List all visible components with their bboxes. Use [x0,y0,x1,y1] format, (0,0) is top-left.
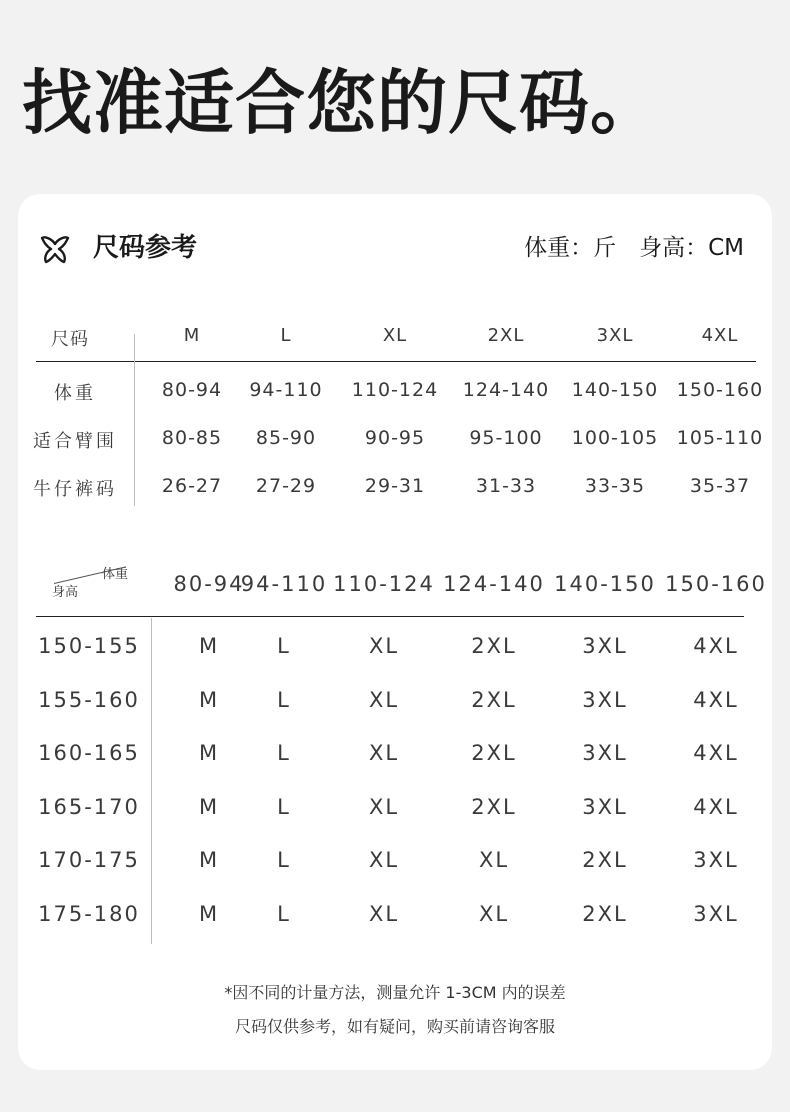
measure-value-cell: 150-160 [676,379,764,401]
measure-value-cell: 95-100 [469,427,543,449]
size-result-cell: 3XL [693,902,739,926]
size-result-cell: M [198,795,220,819]
size-result-cell: M [198,688,220,712]
size-result-cell: L [277,741,291,765]
corner-weight-label: 体重 [101,567,128,582]
size-result-cell: 3XL [582,795,628,819]
size-result-cell: 4XL [693,688,739,712]
size-result-cell: 2XL [471,634,517,658]
size-result-cell: 3XL [582,688,628,712]
height-row-label: 165-170 [38,795,140,819]
height-row-label: 175-180 [38,902,140,926]
table2-header-divider [36,616,744,617]
size-corner-label: 尺码 [51,329,89,350]
measure-value-cell: 33-35 [584,475,646,497]
measure-value-cell: 31-33 [475,475,537,497]
weight-header-cell: 150-160 [665,572,767,596]
size-result-cell: XL [368,741,400,765]
table1-header-divider [36,361,756,362]
size-result-cell: 2XL [582,902,628,926]
size-result-cell: 4XL [693,741,739,765]
height-weight-corner-header [52,568,128,600]
size-result-cell: M [198,634,220,658]
size-header-cell: 4XL [701,325,739,346]
height-row-label: 150-155 [38,634,140,658]
corner-height-label: 身高 [52,585,79,600]
table2-label-divider [151,618,152,944]
measure-value-cell: 85-90 [255,427,317,449]
size-result-cell: XL [368,795,400,819]
size-result-cell: 3XL [693,848,739,872]
measure-value-cell: 80-85 [161,427,223,449]
measure-value-cell: 35-37 [689,475,751,497]
measure-value-cell: 26-27 [161,475,223,497]
size-result-cell: L [277,848,291,872]
weight-header-cell: 94-110 [240,572,328,596]
size-result-cell: XL [478,902,510,926]
size-result-cell: M [198,902,220,926]
size-result-cell: L [277,902,291,926]
size-result-cell: M [198,848,220,872]
size-chart-card [18,194,772,1070]
measure-row-label: 体重 [54,383,96,404]
footnote-measurement-error: *因不同的计量方法，测量允许 1-3CM 内的误差 [224,983,566,1002]
weight-header-cell: 140-150 [554,572,656,596]
measure-value-cell: 80-94 [161,379,223,401]
size-result-cell: 3XL [582,741,628,765]
size-result-cell: XL [368,902,400,926]
size-result-cell: 4XL [693,795,739,819]
size-header-cell: 3XL [596,325,634,346]
measure-value-cell: 27-29 [255,475,317,497]
size-result-cell: XL [478,848,510,872]
size-result-cell: XL [368,848,400,872]
size-result-cell: 3XL [582,634,628,658]
unit-note: 体重：斤 身高：CM [524,235,744,261]
measure-value-cell: 110-124 [351,379,439,401]
measure-value-cell: 124-140 [462,379,550,401]
size-result-cell: 2XL [471,688,517,712]
measure-value-cell: 105-110 [676,427,764,449]
size-result-cell: 2XL [471,795,517,819]
size-result-cell: L [277,795,291,819]
size-result-cell: L [277,634,291,658]
measure-row-label: 适合臂围 [33,431,117,452]
measure-row-label: 牛仔裤码 [33,479,117,500]
table1-label-divider [134,334,135,506]
size-result-cell: 2XL [582,848,628,872]
height-row-label: 160-165 [38,741,140,765]
measure-value-cell: 140-150 [571,379,659,401]
measure-value-cell: 90-95 [364,427,426,449]
size-result-cell: XL [368,688,400,712]
size-result-cell: M [198,741,220,765]
height-row-label: 170-175 [38,848,140,872]
footnote-reference-only: 尺码仅供参考，如有疑问，购买前请咨询客服 [234,1017,555,1036]
weight-header-cell: 110-124 [333,572,435,596]
weight-header-cell: 80-94 [173,572,245,596]
size-header-cell: M [183,325,201,346]
size-header-cell: XL [382,325,408,346]
size-result-cell: 2XL [471,741,517,765]
size-header-cell: 2XL [487,325,525,346]
measure-value-cell: 100-105 [571,427,659,449]
measure-value-cell: 94-110 [249,379,323,401]
size-result-cell: XL [368,634,400,658]
size-result-cell: L [277,688,291,712]
measure-value-cell: 29-31 [364,475,426,497]
height-row-label: 155-160 [38,688,140,712]
card-title: 尺码参考 [93,233,198,263]
weight-header-cell: 124-140 [443,572,545,596]
butterfly-icon [40,235,70,265]
page-headline: 找准适合您的尺码。 [22,62,661,144]
size-header-cell: L [280,325,292,346]
size-result-cell: 4XL [693,634,739,658]
